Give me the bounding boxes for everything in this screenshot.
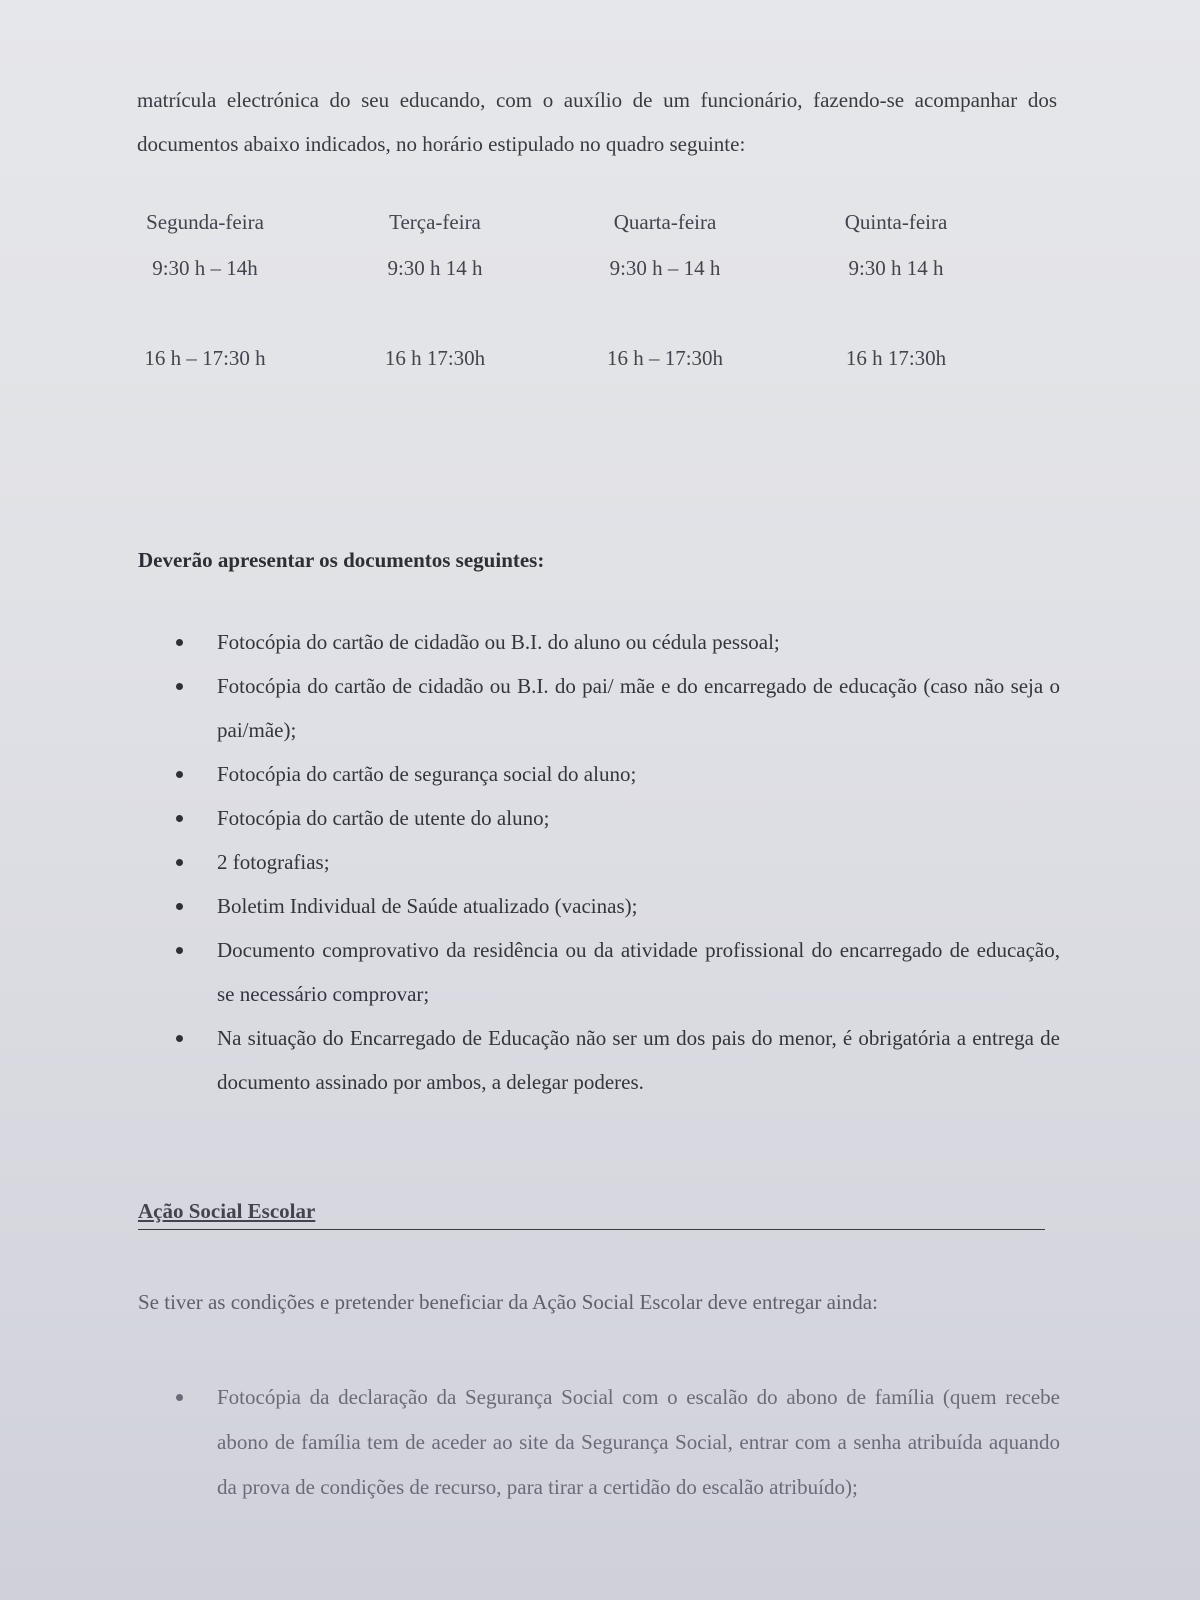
list-item: [170, 796, 1060, 840]
social-action-list: [170, 1375, 1060, 1510]
list-item: [170, 620, 1060, 664]
schedule-morning-slot: 9:30 h 14 h: [387, 256, 483, 280]
list-item-text: Fotocópia do cartão de cidadão ou B.I. do aluno ou cédula pessoal;: [217, 630, 780, 654]
list-item: [170, 840, 1060, 884]
bullet-icon: [176, 639, 183, 646]
list-item-text: Documento comprovativo da residência ou da atividade profissional do encarregado de educação, se necessário comprovar;: [217, 938, 1060, 1006]
bullet-icon: [176, 815, 183, 822]
bullet-icon: [176, 1035, 183, 1042]
list-item-text: Boletim Individual de Saúde atualizado (vacinas);: [217, 894, 638, 918]
schedule-afternoon-slot: 16 h 17:30h: [384, 346, 486, 370]
schedule-afternoon-slot: 16 h – 17:30h: [606, 346, 724, 370]
list-item: [170, 928, 1060, 1016]
documents-list: [170, 620, 1060, 1104]
intro-paragraph: matrícula electrónica do seu educando, com o auxílio de um funcionário, fazendo-se acompanhar dos documentos abaixo indicados, no horário estipulado no quadro seguinte:: [137, 88, 1057, 156]
list-item-text: Fotocópia da declaração da Segurança Social com o escalão do abono de família (quem recebe abono de família tem de aceder ao site da Segurança Social, entrar com a senha atribuída aquando da prova de condições de recurso, para tirar a certidão do escalão atribuído);: [217, 1385, 1060, 1499]
list-item-text: Na situação do Encarregado de Educação não ser um dos pais do menor, é obrigatória a entrega de documento assinado por ambos, a delegar poderes.: [217, 1026, 1060, 1094]
schedule-morning-slot: 9:30 h – 14 h: [609, 256, 721, 280]
list-item: [170, 664, 1060, 752]
list-item: [170, 1375, 1060, 1510]
section-title-text: Ação Social Escolar: [138, 1199, 316, 1223]
list-item: [170, 752, 1060, 796]
bullet-icon: [176, 771, 183, 778]
bullet-icon: [176, 859, 183, 866]
schedule-afternoon-slot: 16 h 17:30h: [845, 346, 947, 370]
bullet-icon: [176, 903, 183, 910]
bullet-icon: [176, 683, 183, 690]
schedule-day: Quinta-feira: [844, 210, 948, 234]
schedule-afternoon-slot: 16 h – 17:30 h: [144, 346, 266, 370]
list-item-text: 2 fotografias;: [217, 850, 330, 874]
bullet-icon: [176, 1394, 183, 1401]
documents-heading: Deverão apresentar os documentos seguintes:: [138, 548, 545, 572]
schedule-day: Segunda-feira: [146, 210, 264, 234]
schedule-day: Terça-feira: [389, 210, 481, 234]
schedule-morning-slot: 9:30 h 14 h: [848, 256, 944, 280]
list-item-text: Fotocópia do cartão de cidadão ou B.I. do pai/ mãe e do encarregado de educação (caso não seja o pai/mãe);: [217, 674, 1060, 742]
list-item-text: Fotocópia do cartão de segurança social do aluno;: [217, 762, 637, 786]
schedule-day: Quarta-feira: [613, 210, 717, 234]
list-item: [170, 884, 1060, 928]
bullet-icon: [176, 947, 183, 954]
schedule-morning-slot: 9:30 h – 14h: [152, 256, 258, 280]
social-action-intro: Se tiver as condições e pretender beneficiar da Ação Social Escolar deve entregar ainda:: [138, 1290, 878, 1314]
list-item-text: Fotocópia do cartão de utente do aluno;: [217, 806, 550, 830]
list-item: [170, 1016, 1060, 1104]
section-title-social-action: [138, 1199, 1045, 1230]
